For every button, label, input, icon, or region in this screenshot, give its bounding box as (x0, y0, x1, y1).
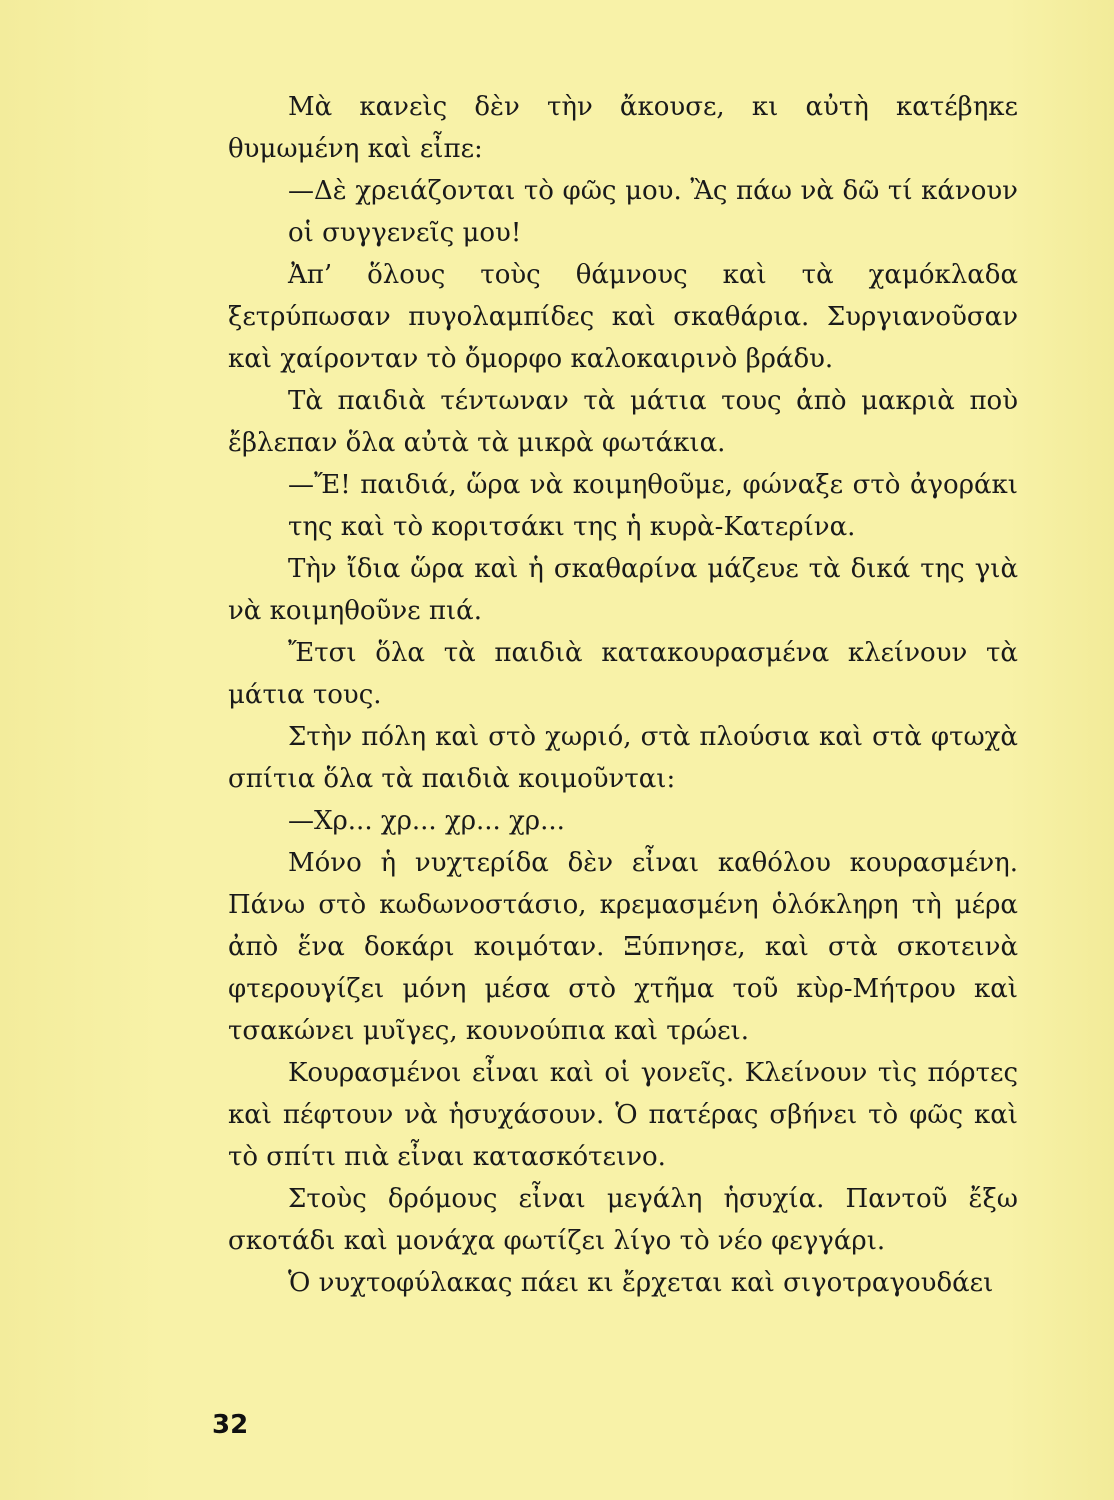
paragraph: Στὴν πόλη καὶ στὸ χωριό, στὰ πλούσια καὶ στὰ φτωχὰ σπίτια ὅλα τὰ παιδιὰ κοιμοῦνται: (228, 722, 1018, 794)
paragraph: Ἔτσι ὅλα τὰ παιδιὰ κατακουρασμένα κλείνουν τὰ μάτια τους. (228, 638, 1018, 710)
page-number: 32 (212, 1410, 249, 1440)
page-text (228, 86, 1018, 1304)
paragraph: Στοὺς δρόμους εἶναι μεγάλη ἡσυχία. Παντοῦ ἔξω σκοτάδι καὶ μονάχα φωτίζει λίγο τὸ νέο φεγγάρι. (228, 1184, 1018, 1256)
paragraph: Μὰ κανεὶς δὲν τὴν ἄκουσε, κι αὐτὴ κατέβηκε θυμωμένη καὶ εἶπε: (228, 92, 1018, 164)
paragraph: Τὴν ἴδια ὥρα καὶ ἡ σκαθαρίνα μάζευε τὰ δικά της γιὰ νὰ κοιμηθοῦνε πιά. (228, 554, 1018, 626)
dialogue-line: —Ἔ! παιδιά, ὥρα νὰ κοιμηθοῦμε, φώναξε στὸ ἀγοράκι της καὶ τὸ κοριτσάκι της ἡ κυρὰ-Κατερίνα. (288, 470, 1018, 542)
paragraph: Ὁ νυχτοφύλακας πάει κι ἔρχεται καὶ σιγοτραγουδάει (288, 1268, 994, 1298)
paragraph: Μόνο ἡ νυχτερίδα δὲν εἶναι καθόλου κουρασμένη. Πάνω στὸ κωδωνοστάσιο, κρεμασμένη ὁλόκληρη τὴ μέρα ἀπὸ ἕνα δοκάρι κοιμόταν. Ξύπνησε, καὶ στὰ σκοτεινὰ φτερουγίζει μόνη μέσα στὸ χτῆμα τοῦ κὺρ-Μήτρου καὶ τσακώνει μυῖγες, κουνούπια καὶ τρώει. (228, 848, 1018, 1046)
paragraph: Τὰ παιδιὰ τέντωναν τὰ μάτια τους ἀπὸ μακριὰ ποὺ ἔβλεπαν ὅλα αὐτὰ τὰ μικρὰ φωτάκια. (228, 386, 1018, 458)
dialogue-line: —Δὲ χρειάζονται τὸ φῶς μου. Ἂς πάω νὰ δῶ τί κάνουν οἱ συγγενεῖς μου! (288, 176, 1018, 248)
paragraph: Κουρασμένοι εἶναι καὶ οἱ γονεῖς. Κλείνουν τὶς πόρτες καὶ πέφτουν νὰ ἡσυχάσουν. Ὁ πατέρας σβήνει τὸ φῶς καὶ τὸ σπίτι πιὰ εἶναι κατασκότεινο. (228, 1058, 1018, 1172)
paragraph: Ἀπ’ ὅλους τοὺς θάμνους καὶ τὰ χαμόκλαδα ξετρύπωσαν πυγολαμπίδες καὶ σκαθάρια. Συργιανοῦσαν καὶ χαίρονταν τὸ ὄμορφο καλοκαιρινὸ βράδυ. (228, 260, 1018, 374)
dialogue-line: —Χρ... χρ... χρ... χρ... (288, 806, 565, 836)
